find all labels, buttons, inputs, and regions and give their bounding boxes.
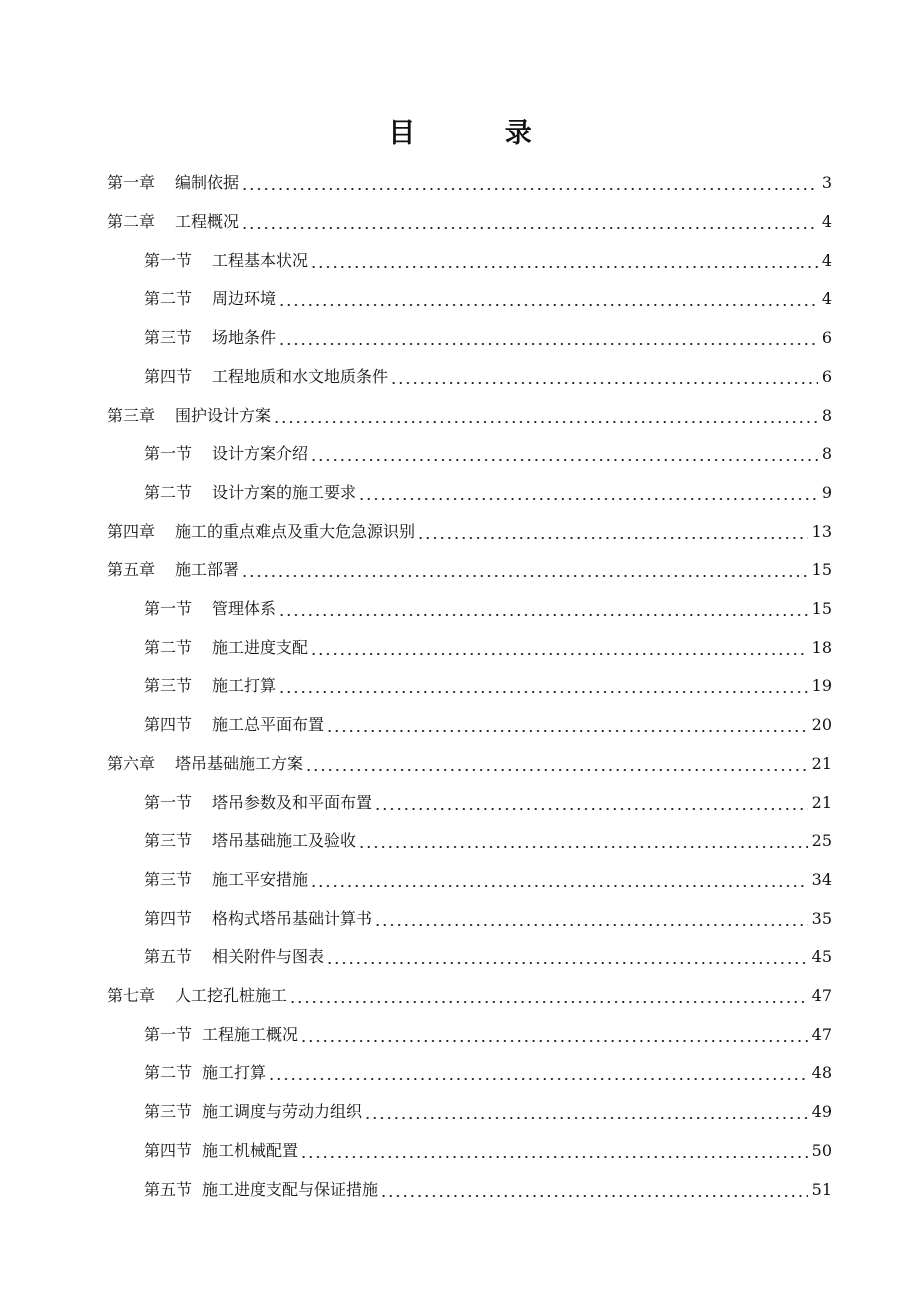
toc-section-entry[interactable] — [144, 474, 832, 513]
toc-entry-number: 第五节 — [144, 947, 193, 967]
toc-dot-leader — [305, 754, 808, 774]
toc-entry-number: 第一节 — [144, 444, 193, 464]
page-title: 目 录 — [388, 118, 572, 149]
toc-chapter-entry[interactable] — [107, 551, 832, 590]
toc-dot-leader — [374, 793, 808, 813]
toc-entry-number: 第三节 — [144, 676, 193, 696]
toc-entry-number: 第二节 — [144, 289, 193, 309]
toc-entry-title: 施工调度与劳动力组织 — [202, 1102, 363, 1122]
toc-entry-number: 第二节 — [144, 637, 193, 657]
toc-section-entry[interactable] — [144, 590, 832, 629]
toc-entry-title: 工程概况 — [175, 212, 240, 232]
toc-entry-title: 管理体系 — [212, 599, 277, 619]
toc-entry-number: 第一章 — [107, 173, 156, 193]
toc-dot-leader — [241, 212, 818, 232]
toc-section-entry[interactable] — [144, 861, 832, 900]
toc-entry-title: 工程基本状况 — [212, 250, 309, 270]
toc-entry-number: 第四节 — [144, 715, 193, 735]
toc-entry-page-number: 21 — [811, 753, 832, 773]
toc-entry-number: 第七章 — [107, 986, 156, 1006]
toc-section-entry[interactable] — [144, 280, 832, 319]
toc-entry-number: 第二章 — [107, 212, 156, 232]
toc-section-entry[interactable] — [144, 899, 832, 938]
toc-entry-number: 第一节 — [144, 599, 193, 619]
toc-dot-leader — [268, 1063, 808, 1083]
toc-entry-number: 第一节 — [144, 792, 193, 812]
toc-chapter-entry[interactable] — [107, 977, 832, 1016]
toc-entry-page-number: 8 — [821, 405, 832, 425]
toc-entry-page-number: 4 — [821, 212, 832, 232]
toc-section-entry[interactable] — [144, 822, 832, 861]
toc-entry-title: 周边环境 — [212, 289, 277, 309]
toc-entry-page-number: 4 — [821, 250, 832, 270]
toc-section-entry[interactable] — [144, 435, 832, 474]
toc-dot-leader — [289, 986, 808, 1006]
toc-entry-title: 施工打算 — [212, 676, 277, 696]
toc-entry-page-number: 51 — [811, 1179, 832, 1199]
toc-dot-leader — [278, 599, 808, 619]
toc-section-entry[interactable] — [144, 1054, 832, 1093]
toc-chapter-entry[interactable] — [107, 396, 832, 435]
toc-section-entry[interactable] — [144, 241, 832, 280]
toc-entry-page-number: 4 — [821, 289, 832, 309]
toc-entry-number: 第四节 — [144, 908, 193, 928]
toc-entry-number: 第一节 — [144, 1024, 193, 1044]
toc-entry-page-number: 47 — [811, 1024, 832, 1044]
toc-entry-number: 第三节 — [144, 328, 193, 348]
toc-dot-leader — [364, 1102, 808, 1122]
toc-entry-title: 设计方案的施工要求 — [212, 482, 357, 502]
toc-section-entry[interactable] — [144, 667, 832, 706]
toc-entry-title: 施工机械配置 — [202, 1140, 299, 1160]
toc-dot-leader — [417, 522, 808, 542]
toc-entry-number: 第四节 — [144, 366, 193, 386]
toc-entry-page-number: 35 — [811, 908, 832, 928]
toc-entry-title: 塔吊基础施工方案 — [175, 753, 304, 773]
toc-entry-title: 施工进度支配 — [212, 637, 309, 657]
toc-dot-leader — [358, 831, 808, 851]
toc-entry-title: 围护设计方案 — [175, 405, 272, 425]
toc-dot-leader — [310, 444, 818, 464]
toc-entry-page-number: 45 — [811, 947, 832, 967]
toc-entry-page-number: 8 — [821, 444, 832, 464]
toc-entry-page-number: 25 — [811, 831, 832, 851]
toc-section-entry[interactable] — [144, 938, 832, 977]
toc-dot-leader — [310, 251, 818, 271]
toc-chapter-entry[interactable] — [107, 745, 832, 784]
toc-entry-page-number: 9 — [821, 482, 832, 502]
toc-dot-leader — [273, 406, 818, 426]
toc-dot-leader — [300, 1141, 808, 1161]
toc-dot-leader — [278, 289, 818, 309]
toc-chapter-entry[interactable] — [107, 164, 832, 203]
toc-entry-title: 施工打算 — [202, 1063, 267, 1083]
toc-section-entry[interactable] — [144, 1093, 832, 1132]
toc-entry-title: 施工平安措施 — [212, 869, 309, 889]
toc-dot-leader — [310, 638, 808, 658]
toc-entry-page-number: 48 — [811, 1063, 832, 1083]
toc-entry-page-number: 6 — [821, 328, 832, 348]
toc-entry-number: 第四节 — [144, 1140, 193, 1160]
toc-entry-page-number: 21 — [811, 792, 832, 812]
toc-entry-page-number: 20 — [811, 715, 832, 735]
toc-section-entry[interactable] — [144, 1015, 832, 1054]
toc-dot-leader — [241, 173, 818, 193]
toc-dot-leader — [358, 483, 818, 503]
toc-dot-leader — [278, 676, 808, 696]
toc-entry-number: 第二节 — [144, 482, 193, 502]
toc-entry-number: 第三节 — [144, 1102, 193, 1122]
toc-entry-title: 编制依据 — [175, 173, 240, 193]
toc-entry-number: 第五章 — [107, 560, 156, 580]
toc-entry-number: 第一节 — [144, 250, 193, 270]
toc-entry-title: 塔吊参数及和平面布置 — [212, 792, 373, 812]
toc-entry-number: 第二节 — [144, 1063, 193, 1083]
toc-entry-number: 第五节 — [144, 1179, 193, 1199]
toc-entry-number: 第三节 — [144, 831, 193, 851]
toc-entry-title: 相关附件与图表 — [212, 947, 325, 967]
toc-dot-leader — [326, 947, 808, 967]
toc-entry-title: 施工的重点难点及重大危急源识别 — [175, 521, 416, 541]
toc-entry-title: 设计方案介绍 — [212, 444, 309, 464]
toc-dot-leader — [380, 1180, 808, 1200]
toc-dot-leader — [278, 328, 818, 348]
toc-entry-page-number: 13 — [811, 521, 832, 541]
toc-entry-title: 塔吊基础施工及验收 — [212, 831, 357, 851]
toc-section-entry[interactable] — [144, 706, 832, 745]
toc-entry-page-number: 47 — [811, 986, 832, 1006]
toc-section-entry[interactable] — [144, 1170, 832, 1209]
toc-entry-title: 场地条件 — [212, 328, 277, 348]
toc-dot-leader — [310, 870, 808, 890]
toc-section-entry[interactable] — [144, 1132, 832, 1171]
toc-dot-leader — [241, 560, 808, 580]
toc-entry-page-number: 19 — [811, 676, 832, 696]
toc-entry-page-number: 6 — [821, 366, 832, 386]
toc-entry-title: 工程地质和水文地质条件 — [212, 366, 389, 386]
toc-entry-page-number: 34 — [811, 869, 832, 889]
toc-dot-leader — [374, 909, 808, 929]
toc-dot-leader — [390, 367, 818, 387]
toc-section-entry[interactable] — [144, 783, 832, 822]
toc-chapter-entry[interactable] — [107, 512, 832, 551]
toc-dot-leader — [300, 1025, 808, 1045]
toc-entry-title: 工程施工概况 — [202, 1024, 299, 1044]
toc-entry-page-number: 3 — [821, 173, 832, 193]
toc-section-entry[interactable] — [144, 628, 832, 667]
toc-entry-number: 第三章 — [107, 405, 156, 425]
toc-entry-page-number: 49 — [811, 1102, 832, 1122]
toc-dot-leader — [326, 715, 808, 735]
toc-entry-number: 第三节 — [144, 869, 193, 889]
toc-section-entry[interactable] — [144, 358, 832, 397]
toc-entry-title: 施工进度支配与保证措施 — [202, 1179, 379, 1199]
toc-entry-title: 施工总平面布置 — [212, 715, 325, 735]
toc-entry-title: 施工部署 — [175, 560, 240, 580]
toc-entry-page-number: 15 — [811, 599, 832, 619]
toc-entry-title: 格构式塔吊基础计算书 — [212, 908, 373, 928]
toc-chapter-entry[interactable] — [107, 203, 832, 242]
toc-entry-page-number: 15 — [811, 560, 832, 580]
toc-entry-page-number: 18 — [811, 637, 832, 657]
toc-section-entry[interactable] — [144, 319, 832, 358]
toc-entry-page-number: 50 — [811, 1140, 832, 1160]
toc-entry-number: 第四章 — [107, 521, 156, 541]
toc-entry-number: 第六章 — [107, 753, 156, 773]
toc-entry-title: 人工挖孔桩施工 — [175, 986, 288, 1006]
